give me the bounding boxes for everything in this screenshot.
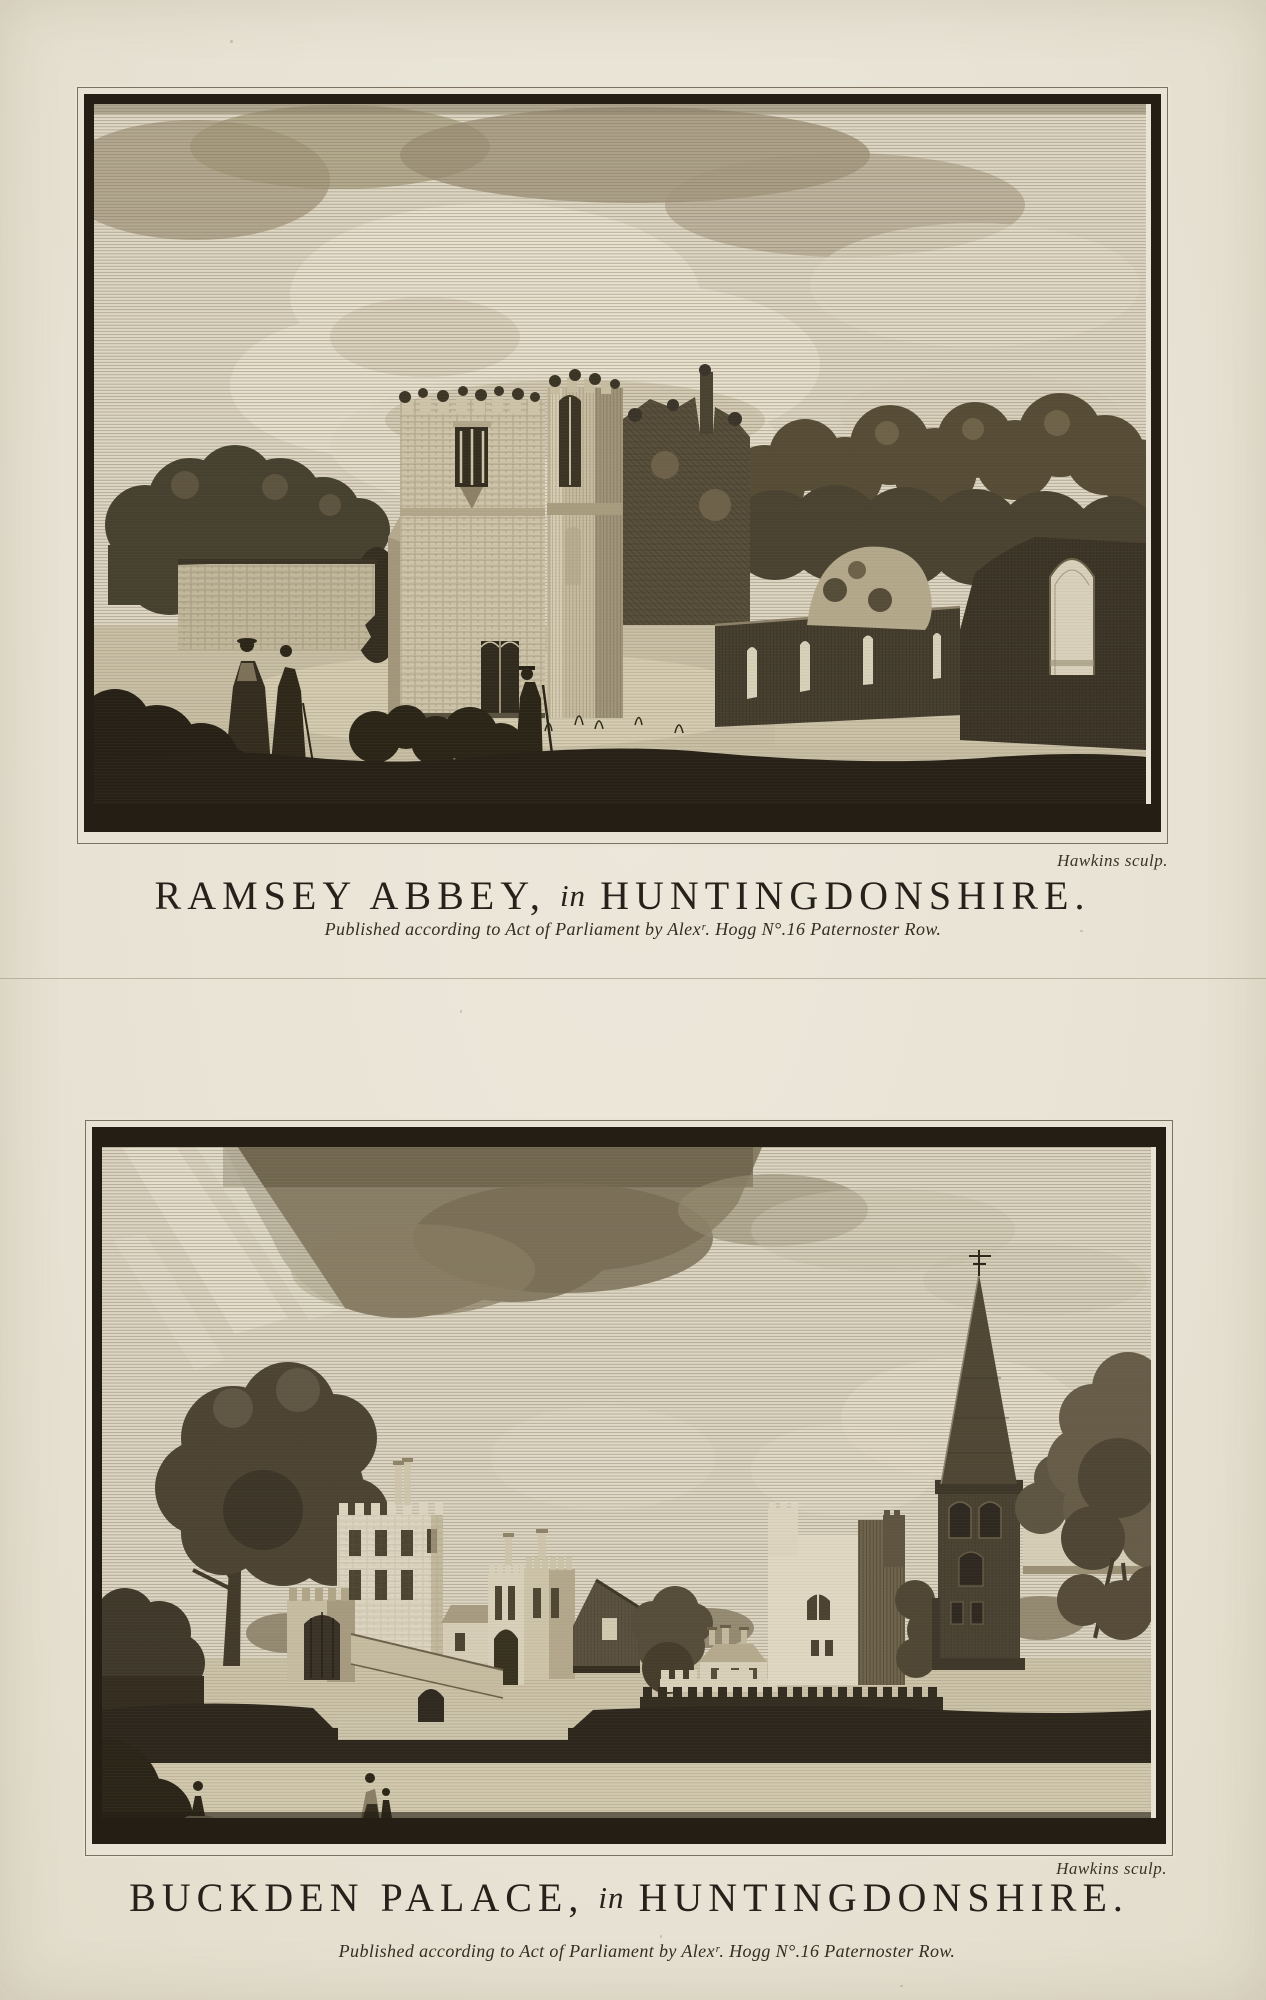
ramsey-abbey-engraving xyxy=(75,85,1170,847)
paper-speck xyxy=(900,1985,903,1987)
paper-speck xyxy=(660,1935,662,1938)
paper-speck xyxy=(460,1010,462,1013)
buckden-palace-plate xyxy=(83,1118,1175,1858)
paper-speck xyxy=(230,40,233,43)
title-connector: in xyxy=(598,1880,625,1915)
ramsey-abbey-plate xyxy=(75,85,1170,847)
title-connector: in xyxy=(559,878,587,913)
title-region: HUNTINGDONSHIRE. xyxy=(638,1875,1129,1920)
publication-line: Published according to Act of Parliament by Alexʳ. Hogg N°.16 Paternoster Row. xyxy=(338,1941,956,1961)
buckden-palace-engraving xyxy=(83,1118,1175,1858)
paper-speck xyxy=(1080,930,1083,932)
page-crease xyxy=(0,978,1266,979)
title-region: HUNTINGDONSHIRE. xyxy=(600,873,1091,918)
engraver-credit: Hawkins sculp. xyxy=(1056,1859,1167,1878)
title-main: BUCKDEN PALACE, xyxy=(129,1875,585,1920)
title-main: RAMSEY ABBEY, xyxy=(154,873,546,918)
publication-line: Published according to Act of Parliament by Alexʳ. Hogg N°.16 Paternoster Row. xyxy=(324,919,942,939)
engraver-credit: Hawkins sculp. xyxy=(1057,851,1168,870)
plate-title-ramsey xyxy=(75,872,1170,919)
plate-title-buckden xyxy=(83,1874,1175,1921)
